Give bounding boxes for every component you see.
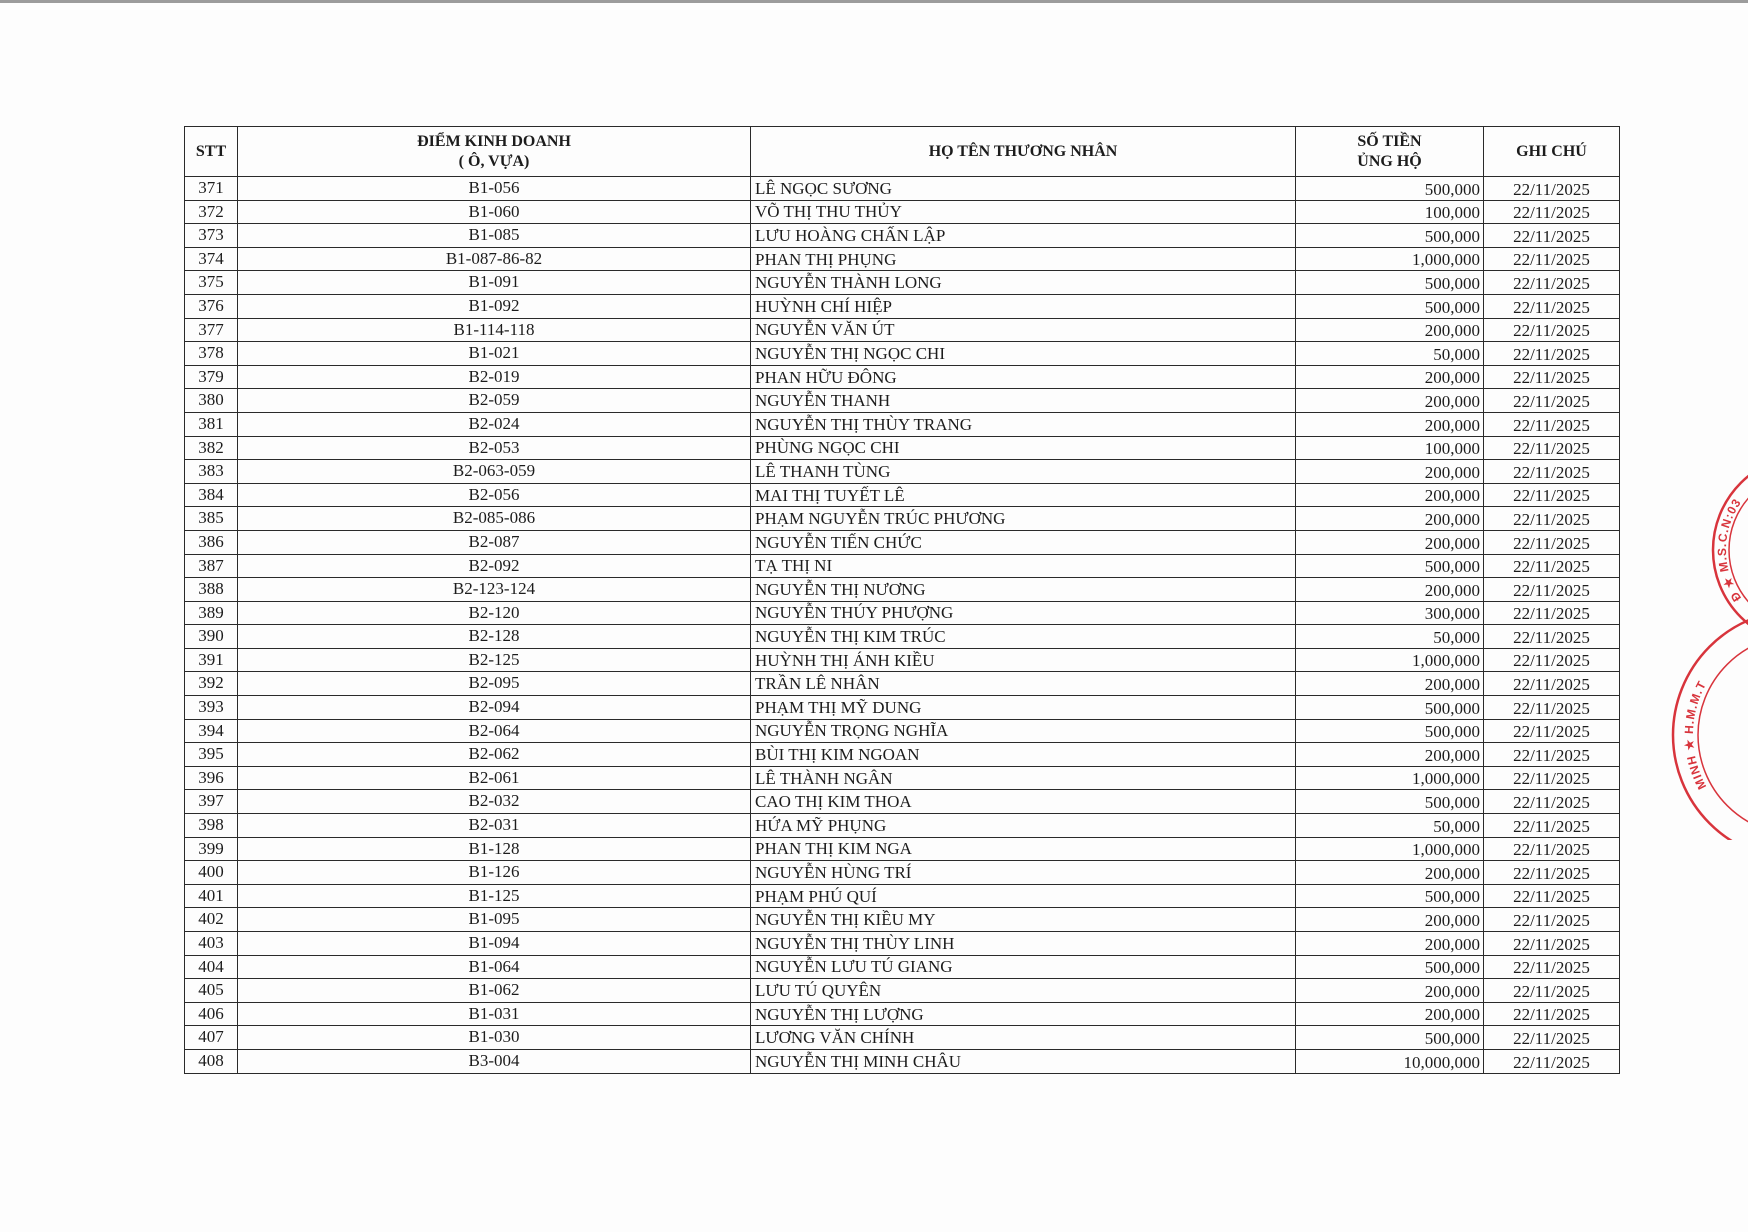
cell-stt: 371 bbox=[185, 177, 238, 201]
cell-location: B2-053 bbox=[238, 436, 751, 460]
cell-location: B1-031 bbox=[238, 1002, 751, 1026]
cell-merchant-name: NGUYỄN THỊ MINH CHÂU bbox=[751, 1049, 1296, 1073]
cell-location: B2-095 bbox=[238, 672, 751, 696]
cell-note: 22/11/2025 bbox=[1484, 884, 1620, 908]
header-stt: STT bbox=[185, 127, 238, 177]
cell-note: 22/11/2025 bbox=[1484, 436, 1620, 460]
scan-edge bbox=[0, 0, 1748, 3]
cell-amount: 1,000,000 bbox=[1296, 766, 1484, 790]
cell-location: B1-030 bbox=[238, 1026, 751, 1050]
red-seal-stamp bbox=[1660, 440, 1748, 840]
cell-stt: 396 bbox=[185, 766, 238, 790]
cell-note: 22/11/2025 bbox=[1484, 861, 1620, 885]
cell-location: B1-126 bbox=[238, 861, 751, 885]
cell-location: B1-060 bbox=[238, 200, 751, 224]
cell-note: 22/11/2025 bbox=[1484, 743, 1620, 767]
cell-location: B2-128 bbox=[238, 625, 751, 649]
cell-location: B2-064 bbox=[238, 719, 751, 743]
cell-stt: 391 bbox=[185, 648, 238, 672]
cell-merchant-name: NGUYỄN THÀNH LONG bbox=[751, 271, 1296, 295]
table-row bbox=[185, 224, 1620, 248]
cell-amount: 500,000 bbox=[1296, 884, 1484, 908]
cell-amount: 200,000 bbox=[1296, 507, 1484, 531]
cell-amount: 200,000 bbox=[1296, 530, 1484, 554]
cell-note: 22/11/2025 bbox=[1484, 177, 1620, 201]
cell-note: 22/11/2025 bbox=[1484, 483, 1620, 507]
cell-note: 22/11/2025 bbox=[1484, 294, 1620, 318]
cell-amount: 100,000 bbox=[1296, 436, 1484, 460]
cell-stt: 399 bbox=[185, 837, 238, 861]
cell-note: 22/11/2025 bbox=[1484, 766, 1620, 790]
cell-location: B2-085-086 bbox=[238, 507, 751, 531]
cell-location: B2-019 bbox=[238, 365, 751, 389]
cell-note: 22/11/2025 bbox=[1484, 224, 1620, 248]
cell-note: 22/11/2025 bbox=[1484, 530, 1620, 554]
cell-merchant-name: PHÙNG NGỌC CHI bbox=[751, 436, 1296, 460]
cell-amount: 50,000 bbox=[1296, 342, 1484, 366]
cell-merchant-name: TẠ THỊ NI bbox=[751, 554, 1296, 578]
table-row bbox=[185, 884, 1620, 908]
cell-merchant-name: NGUYỄN THÚY PHƯỢNG bbox=[751, 601, 1296, 625]
table-row bbox=[185, 719, 1620, 743]
cell-stt: 390 bbox=[185, 625, 238, 649]
cell-stt: 395 bbox=[185, 743, 238, 767]
cell-stt: 385 bbox=[185, 507, 238, 531]
cell-stt: 384 bbox=[185, 483, 238, 507]
cell-location: B1-128 bbox=[238, 837, 751, 861]
cell-stt: 382 bbox=[185, 436, 238, 460]
cell-merchant-name: NGUYỄN THỊ NGỌC CHI bbox=[751, 342, 1296, 366]
table-row bbox=[185, 247, 1620, 271]
cell-note: 22/11/2025 bbox=[1484, 389, 1620, 413]
donation-table bbox=[184, 126, 1620, 1074]
cell-stt: 376 bbox=[185, 294, 238, 318]
table-row bbox=[185, 601, 1620, 625]
cell-amount: 200,000 bbox=[1296, 743, 1484, 767]
cell-amount: 200,000 bbox=[1296, 365, 1484, 389]
cell-location: B1-064 bbox=[238, 955, 751, 979]
cell-amount: 200,000 bbox=[1296, 460, 1484, 484]
cell-stt: 407 bbox=[185, 1026, 238, 1050]
cell-location: B2-059 bbox=[238, 389, 751, 413]
cell-amount: 50,000 bbox=[1296, 625, 1484, 649]
cell-note: 22/11/2025 bbox=[1484, 554, 1620, 578]
cell-merchant-name: NGUYỄN TIẾN CHỨC bbox=[751, 530, 1296, 554]
cell-location: B1-056 bbox=[238, 177, 751, 201]
table-row bbox=[185, 1002, 1620, 1026]
cell-location: B1-114-118 bbox=[238, 318, 751, 342]
cell-note: 22/11/2025 bbox=[1484, 1049, 1620, 1073]
cell-location: B2-094 bbox=[238, 696, 751, 720]
cell-merchant-name: MAI THỊ TUYẾT LÊ bbox=[751, 483, 1296, 507]
cell-location: B2-063-059 bbox=[238, 460, 751, 484]
cell-stt: 388 bbox=[185, 578, 238, 602]
table-row bbox=[185, 814, 1620, 838]
cell-location: B1-091 bbox=[238, 271, 751, 295]
table-row bbox=[185, 271, 1620, 295]
cell-amount: 1,000,000 bbox=[1296, 648, 1484, 672]
header-amount bbox=[1296, 127, 1484, 177]
cell-merchant-name: LƯƠNG VĂN CHÍNH bbox=[751, 1026, 1296, 1050]
header-note: GHI CHÚ bbox=[1484, 127, 1620, 177]
cell-merchant-name: PHẠM PHÚ QUÍ bbox=[751, 884, 1296, 908]
cell-note: 22/11/2025 bbox=[1484, 908, 1620, 932]
cell-note: 22/11/2025 bbox=[1484, 578, 1620, 602]
table-row bbox=[185, 648, 1620, 672]
table-row bbox=[185, 672, 1620, 696]
table-row bbox=[185, 318, 1620, 342]
header-amount-line2: ỦNG HỘ bbox=[1357, 152, 1422, 170]
cell-location: B2-056 bbox=[238, 483, 751, 507]
table-row bbox=[185, 460, 1620, 484]
cell-location: B2-123-124 bbox=[238, 578, 751, 602]
table-row bbox=[185, 625, 1620, 649]
cell-merchant-name: HUỲNH CHÍ HIỆP bbox=[751, 294, 1296, 318]
table-row bbox=[185, 483, 1620, 507]
cell-note: 22/11/2025 bbox=[1484, 460, 1620, 484]
cell-location: B2-061 bbox=[238, 766, 751, 790]
cell-stt: 387 bbox=[185, 554, 238, 578]
cell-amount: 200,000 bbox=[1296, 318, 1484, 342]
cell-merchant-name: NGUYỄN TRỌNG NGHĨA bbox=[751, 719, 1296, 743]
cell-stt: 397 bbox=[185, 790, 238, 814]
cell-stt: 401 bbox=[185, 884, 238, 908]
header-location-line1: ĐIỂM KINH DOANH bbox=[417, 132, 571, 150]
cell-merchant-name: TRẦN LÊ NHÂN bbox=[751, 672, 1296, 696]
table-row bbox=[185, 294, 1620, 318]
cell-merchant-name: PHAN HỮU ĐÔNG bbox=[751, 365, 1296, 389]
cell-note: 22/11/2025 bbox=[1484, 814, 1620, 838]
table-row bbox=[185, 200, 1620, 224]
cell-merchant-name: NGUYỄN THỊ NƯƠNG bbox=[751, 578, 1296, 602]
cell-amount: 500,000 bbox=[1296, 177, 1484, 201]
cell-merchant-name: NGUYỄN THỊ THÙY LINH bbox=[751, 932, 1296, 956]
cell-merchant-name: NGUYỄN THỊ LƯỢNG bbox=[751, 1002, 1296, 1026]
table-row bbox=[185, 743, 1620, 767]
cell-stt: 398 bbox=[185, 814, 238, 838]
cell-note: 22/11/2025 bbox=[1484, 365, 1620, 389]
cell-amount: 500,000 bbox=[1296, 1026, 1484, 1050]
cell-merchant-name: BÙI THỊ KIM NGOAN bbox=[751, 743, 1296, 767]
cell-note: 22/11/2025 bbox=[1484, 696, 1620, 720]
cell-note: 22/11/2025 bbox=[1484, 1026, 1620, 1050]
cell-amount: 200,000 bbox=[1296, 932, 1484, 956]
cell-merchant-name: NGUYỄN THỊ KIỀU MY bbox=[751, 908, 1296, 932]
table-row bbox=[185, 955, 1620, 979]
cell-note: 22/11/2025 bbox=[1484, 342, 1620, 366]
cell-stt: 379 bbox=[185, 365, 238, 389]
cell-amount: 200,000 bbox=[1296, 672, 1484, 696]
cell-merchant-name: NGUYỄN THỊ KIM TRÚC bbox=[751, 625, 1296, 649]
cell-merchant-name: LƯU TÚ QUYÊN bbox=[751, 979, 1296, 1003]
cell-location: B1-092 bbox=[238, 294, 751, 318]
cell-location: B2-062 bbox=[238, 743, 751, 767]
cell-stt: 402 bbox=[185, 908, 238, 932]
table-row bbox=[185, 507, 1620, 531]
table-row bbox=[185, 861, 1620, 885]
cell-stt: 389 bbox=[185, 601, 238, 625]
cell-note: 22/11/2025 bbox=[1484, 412, 1620, 436]
cell-note: 22/11/2025 bbox=[1484, 625, 1620, 649]
cell-stt: 408 bbox=[185, 1049, 238, 1073]
cell-amount: 50,000 bbox=[1296, 814, 1484, 838]
table-row bbox=[185, 365, 1620, 389]
cell-note: 22/11/2025 bbox=[1484, 200, 1620, 224]
cell-merchant-name: HỨA MỸ PHỤNG bbox=[751, 814, 1296, 838]
table-row bbox=[185, 790, 1620, 814]
cell-stt: 380 bbox=[185, 389, 238, 413]
cell-note: 22/11/2025 bbox=[1484, 648, 1620, 672]
cell-amount: 500,000 bbox=[1296, 224, 1484, 248]
cell-stt: 386 bbox=[185, 530, 238, 554]
cell-location: B2-120 bbox=[238, 601, 751, 625]
header-location-line2: ( Ô, VỰA) bbox=[458, 152, 530, 170]
cell-amount: 500,000 bbox=[1296, 554, 1484, 578]
cell-location: B1-095 bbox=[238, 908, 751, 932]
cell-note: 22/11/2025 bbox=[1484, 790, 1620, 814]
table-header bbox=[185, 127, 1620, 177]
header-location bbox=[238, 127, 751, 177]
seal-lower-inner-ring bbox=[1698, 635, 1748, 835]
cell-amount: 200,000 bbox=[1296, 1002, 1484, 1026]
cell-merchant-name: PHAN THỊ KIM NGA bbox=[751, 837, 1296, 861]
cell-merchant-name: CAO THỊ KIM THOA bbox=[751, 790, 1296, 814]
cell-location: B1-087-86-82 bbox=[238, 247, 751, 271]
cell-merchant-name: NGUYỄN THỊ THÙY TRANG bbox=[751, 412, 1296, 436]
cell-location: B1-094 bbox=[238, 932, 751, 956]
cell-stt: 405 bbox=[185, 979, 238, 1003]
cell-note: 22/11/2025 bbox=[1484, 932, 1620, 956]
table-row bbox=[185, 908, 1620, 932]
cell-location: B1-085 bbox=[238, 224, 751, 248]
table-row bbox=[185, 530, 1620, 554]
cell-stt: 383 bbox=[185, 460, 238, 484]
cell-merchant-name: NGUYỄN HÙNG TRÍ bbox=[751, 861, 1296, 885]
cell-location: B2-125 bbox=[238, 648, 751, 672]
cell-location: B2-031 bbox=[238, 814, 751, 838]
cell-amount: 10,000,000 bbox=[1296, 1049, 1484, 1073]
cell-location: B2-087 bbox=[238, 530, 751, 554]
cell-amount: 200,000 bbox=[1296, 389, 1484, 413]
table-row bbox=[185, 412, 1620, 436]
cell-note: 22/11/2025 bbox=[1484, 719, 1620, 743]
cell-location: B1-125 bbox=[238, 884, 751, 908]
cell-note: 22/11/2025 bbox=[1484, 1002, 1620, 1026]
cell-amount: 500,000 bbox=[1296, 696, 1484, 720]
cell-amount: 200,000 bbox=[1296, 861, 1484, 885]
table-row bbox=[185, 578, 1620, 602]
cell-note: 22/11/2025 bbox=[1484, 979, 1620, 1003]
cell-merchant-name: NGUYỄN VĂN ÚT bbox=[751, 318, 1296, 342]
cell-amount: 500,000 bbox=[1296, 955, 1484, 979]
cell-stt: 378 bbox=[185, 342, 238, 366]
cell-amount: 300,000 bbox=[1296, 601, 1484, 625]
cell-stt: 375 bbox=[185, 271, 238, 295]
cell-merchant-name: VÕ THỊ THU THỦY bbox=[751, 200, 1296, 224]
table-row bbox=[185, 766, 1620, 790]
cell-stt: 374 bbox=[185, 247, 238, 271]
cell-amount: 500,000 bbox=[1296, 294, 1484, 318]
cell-location: B1-062 bbox=[238, 979, 751, 1003]
table-body bbox=[185, 177, 1620, 1074]
cell-amount: 500,000 bbox=[1296, 271, 1484, 295]
cell-location: B2-032 bbox=[238, 790, 751, 814]
cell-amount: 1,000,000 bbox=[1296, 247, 1484, 271]
table-row bbox=[185, 696, 1620, 720]
cell-stt: 377 bbox=[185, 318, 238, 342]
cell-note: 22/11/2025 bbox=[1484, 837, 1620, 861]
table-row bbox=[185, 837, 1620, 861]
cell-merchant-name: LÊ NGỌC SƯƠNG bbox=[751, 177, 1296, 201]
cell-note: 22/11/2025 bbox=[1484, 507, 1620, 531]
cell-merchant-name: PHAN THỊ PHỤNG bbox=[751, 247, 1296, 271]
cell-merchant-name: PHẠM THỊ MỸ DUNG bbox=[751, 696, 1296, 720]
donation-list-sheet bbox=[184, 126, 1619, 1074]
cell-stt: 400 bbox=[185, 861, 238, 885]
cell-note: 22/11/2025 bbox=[1484, 247, 1620, 271]
table-row bbox=[185, 436, 1620, 460]
cell-amount: 500,000 bbox=[1296, 790, 1484, 814]
seal-lower-text: MINH ★ H.M.M.T bbox=[1681, 678, 1710, 792]
cell-amount: 500,000 bbox=[1296, 719, 1484, 743]
cell-merchant-name: LÊ THÀNH NGÂN bbox=[751, 766, 1296, 790]
cell-stt: 373 bbox=[185, 224, 238, 248]
cell-amount: 200,000 bbox=[1296, 483, 1484, 507]
cell-note: 22/11/2025 bbox=[1484, 672, 1620, 696]
seal-upper-text: Đ ★ M.S.C.N:03 bbox=[1714, 495, 1745, 605]
table-row bbox=[185, 932, 1620, 956]
cell-stt: 393 bbox=[185, 696, 238, 720]
cell-note: 22/11/2025 bbox=[1484, 318, 1620, 342]
cell-merchant-name: NGUYỄN LƯU TÚ GIANG bbox=[751, 955, 1296, 979]
cell-amount: 200,000 bbox=[1296, 578, 1484, 602]
cell-stt: 406 bbox=[185, 1002, 238, 1026]
cell-stt: 381 bbox=[185, 412, 238, 436]
cell-stt: 403 bbox=[185, 932, 238, 956]
cell-note: 22/11/2025 bbox=[1484, 601, 1620, 625]
cell-amount: 200,000 bbox=[1296, 412, 1484, 436]
cell-note: 22/11/2025 bbox=[1484, 271, 1620, 295]
table-row bbox=[185, 554, 1620, 578]
cell-location: B1-021 bbox=[238, 342, 751, 366]
cell-merchant-name: PHẠM NGUYỄN TRÚC PHƯƠNG bbox=[751, 507, 1296, 531]
cell-stt: 394 bbox=[185, 719, 238, 743]
table-row bbox=[185, 1049, 1620, 1073]
table-row bbox=[185, 177, 1620, 201]
cell-amount: 1,000,000 bbox=[1296, 837, 1484, 861]
cell-amount: 200,000 bbox=[1296, 908, 1484, 932]
cell-merchant-name: LÊ THANH TÙNG bbox=[751, 460, 1296, 484]
cell-location: B3-004 bbox=[238, 1049, 751, 1073]
cell-location: B2-024 bbox=[238, 412, 751, 436]
cell-stt: 404 bbox=[185, 955, 238, 979]
table-row bbox=[185, 389, 1620, 413]
cell-merchant-name: HUỲNH THỊ ÁNH KIỀU bbox=[751, 648, 1296, 672]
cell-merchant-name: LƯU HOÀNG CHẤN LẬP bbox=[751, 224, 1296, 248]
table-row bbox=[185, 979, 1620, 1003]
cell-amount: 200,000 bbox=[1296, 979, 1484, 1003]
cell-amount: 100,000 bbox=[1296, 200, 1484, 224]
cell-merchant-name: NGUYỄN THANH bbox=[751, 389, 1296, 413]
table-row bbox=[185, 1026, 1620, 1050]
cell-stt: 392 bbox=[185, 672, 238, 696]
header-row bbox=[185, 127, 1620, 177]
cell-note: 22/11/2025 bbox=[1484, 955, 1620, 979]
header-amount-line1: SỐ TIỀN bbox=[1357, 132, 1422, 150]
cell-location: B2-092 bbox=[238, 554, 751, 578]
table-row bbox=[185, 342, 1620, 366]
header-merchant-name: HỌ TÊN THƯƠNG NHÂN bbox=[751, 127, 1296, 177]
cell-stt: 372 bbox=[185, 200, 238, 224]
